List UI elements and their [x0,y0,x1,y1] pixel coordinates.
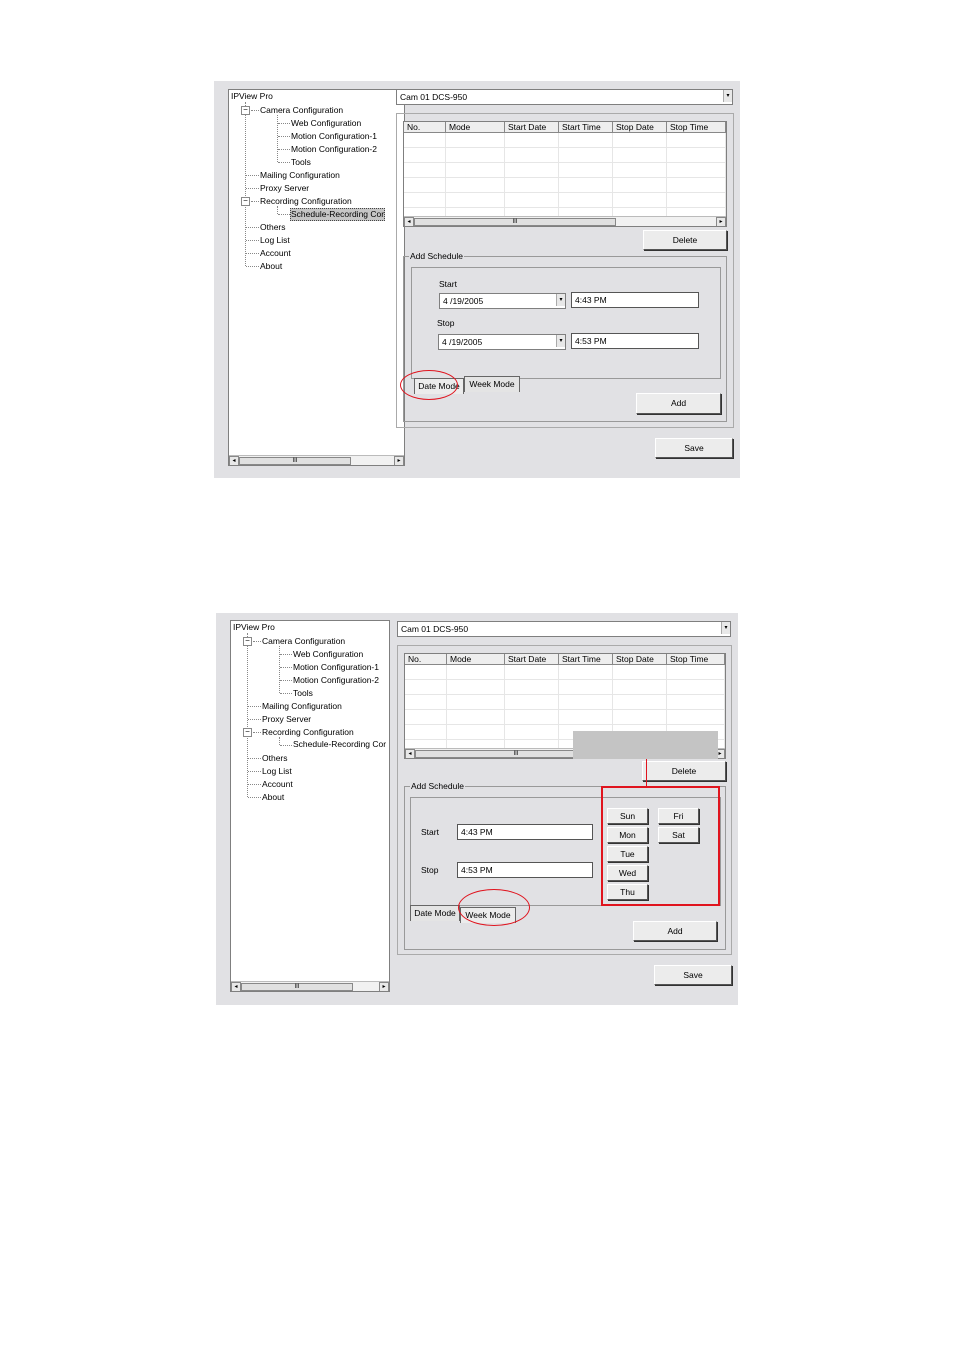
dropdown-arrow-icon[interactable]: ▾ [556,335,565,347]
table-row [404,193,726,208]
tree-connector [251,201,259,202]
tree-connector [246,188,259,189]
tree-connector [253,732,261,733]
day-button-mon[interactable]: Mon [607,827,648,843]
tree-connector [251,110,259,111]
schedule-table[interactable] [403,121,727,227]
tree-item-recording-configuration[interactable]: Recording Configuration [262,727,354,737]
column-header[interactable]: Stop Time [667,122,726,133]
tree-connector [246,266,259,267]
tree-connector [248,797,261,798]
tree-item-motion-configuration-2[interactable]: Motion Configuration-2 [291,144,377,154]
camera-select-value: Cam 01 DCS-950 [400,92,468,102]
table-row [405,680,725,695]
column-header[interactable]: Start Date [505,654,559,665]
scroll-thumb[interactable]: III [414,218,616,226]
scroll-right-icon[interactable]: ▸ [716,217,726,227]
table-row [404,133,726,148]
scroll-right-icon[interactable]: ▸ [394,456,404,466]
start-time-field[interactable] [457,824,593,840]
highlight-ellipse-date-mode [400,370,458,400]
tree-connector [277,206,278,214]
tree-connector [246,240,259,241]
tree-connector [248,771,261,772]
stop-time-value: 4:53 PM [575,336,607,346]
date-mode-page [411,267,721,379]
tree-connector [248,784,261,785]
tree-item-about[interactable]: About [260,261,283,271]
column-header[interactable]: Start Time [559,654,613,665]
day-button-thu[interactable]: Thu [607,884,648,900]
tree-item-web-configuration[interactable]: Web Configuration [293,649,364,659]
column-header[interactable]: Stop Time [667,654,725,665]
start-label: Start [439,279,457,289]
tree-item-motion-configuration-2[interactable]: Motion Configuration-2 [293,675,379,685]
tree-item-proxy-server[interactable]: Proxy Server [262,714,312,724]
scroll-left-icon[interactable]: ◂ [231,982,241,992]
tree-connector [278,149,290,150]
save-button[interactable]: Save [654,965,732,985]
scroll-thumb[interactable]: III [415,750,617,758]
camera-select-value: Cam 01 DCS-950 [401,624,469,634]
start-date-value: 4 /19/2005 [443,296,484,306]
screenshot-week-mode [216,613,738,1005]
delete-button[interactable]: Delete [642,761,726,781]
tree-connector [247,633,248,797]
start-time-value: 4:43 PM [461,827,493,837]
tree-connector [279,737,280,745]
column-header[interactable]: No. [404,122,446,133]
tree-connector [280,745,292,746]
table-row [405,695,725,710]
tree-item-log-list[interactable]: Log List [262,766,292,776]
tree-item-motion-configuration-1[interactable]: Motion Configuration-1 [293,662,379,672]
tab-date-mode[interactable]: Date Mode [414,378,464,394]
tree-item-others[interactable]: Others [260,222,286,232]
tree-item-mailing-configuration[interactable]: Mailing Configuration [260,170,340,180]
start-label: Start [421,827,439,837]
day-button-sun[interactable]: Sun [607,808,648,824]
tree-item-mailing-configuration[interactable]: Mailing Configuration [262,701,342,711]
table-header-row [404,122,726,133]
tree-item-motion-configuration-1[interactable]: Motion Configuration-1 [291,131,377,141]
scroll-thumb[interactable]: III [239,457,351,465]
day-button-tue[interactable]: Tue [607,846,648,862]
tree-connector [246,253,259,254]
scroll-right-icon[interactable]: ▸ [379,982,389,992]
dropdown-arrow-icon[interactable]: ▾ [556,294,565,306]
save-button[interactable]: Save [655,438,733,458]
dropdown-arrow-icon[interactable]: ▾ [723,90,732,102]
camera-select[interactable] [397,621,731,637]
config-tree [230,620,390,992]
tab-week-mode[interactable]: Week Mode [464,376,520,392]
tree-connector [280,654,292,655]
collapse-icon[interactable]: − [241,197,250,206]
tree-connector [248,719,261,720]
tree-item-schedule-recording[interactable]: Schedule-Recording Cor [291,209,385,219]
start-time-field[interactable] [571,292,699,308]
table-header-row [405,654,725,665]
config-tree [228,89,405,466]
column-header[interactable]: Mode [447,654,505,665]
table-row [405,665,725,680]
annotation-callout-box [573,731,718,759]
screenshot-date-mode [214,81,740,478]
add-button[interactable]: Add [633,921,717,941]
collapse-icon[interactable]: − [241,106,250,115]
tree-item-log-list[interactable]: Log List [260,235,290,245]
table-row [405,710,725,725]
scroll-left-icon[interactable]: ◂ [404,217,414,227]
stop-label: Stop [437,318,455,328]
dropdown-arrow-icon[interactable]: ▾ [721,622,730,634]
start-date-picker[interactable] [439,293,566,309]
tree-item-schedule-recording[interactable]: Schedule-Recording Cor [293,739,387,749]
table-row [404,163,726,178]
tree-root[interactable]: IPView Pro [231,91,273,101]
tree-item-tools[interactable]: Tools [293,688,313,698]
tab-date-mode[interactable]: Date Mode [410,905,460,921]
tree-item-others[interactable]: Others [262,753,288,763]
tree-connector [248,706,261,707]
table-scrollbar[interactable] [404,216,726,226]
column-header[interactable]: Mode [446,122,505,133]
annotation-leader-line [646,759,647,786]
delete-button[interactable]: Delete [643,230,727,250]
day-button-fri[interactable]: Fri [658,808,699,824]
day-button-wed[interactable]: Wed [607,865,648,881]
start-time-value: 4:43 PM [575,295,607,305]
add-schedule-legend: Add Schedule [411,781,464,791]
add-schedule-legend: Add Schedule [410,251,463,261]
tree-connector [246,175,259,176]
tree-item-web-configuration[interactable]: Web Configuration [291,118,362,128]
tree-connector [278,162,290,163]
tree-scrollbar[interactable] [229,455,404,465]
scroll-thumb[interactable]: III [241,983,353,991]
tree-item-tools[interactable]: Tools [291,157,311,167]
tree-item-proxy-server[interactable]: Proxy Server [260,183,310,193]
tab-week-mode[interactable]: Week Mode [460,907,516,923]
tree-root[interactable]: IPView Pro [233,622,275,632]
scroll-left-icon[interactable]: ◂ [405,749,415,759]
tree-connector [280,693,292,694]
highlight-box-day-buttons [601,786,720,906]
stop-time-field[interactable] [571,333,699,349]
tree-connector [280,667,292,668]
stop-date-value: 4 /19/2005 [442,337,483,347]
tree-connector [278,123,290,124]
tree-item-camera-configuration[interactable]: Camera Configuration [262,636,346,646]
scroll-right-icon[interactable]: ▸ [715,749,725,759]
table-row [404,148,726,163]
add-button[interactable]: Add [636,393,721,414]
column-header[interactable]: Stop Date [613,122,667,133]
tree-item-account[interactable]: Account [262,779,293,789]
table-row [404,178,726,193]
collapse-icon[interactable]: − [243,728,252,737]
day-button-sat[interactable]: Sat [658,827,699,843]
tree-item-camera-configuration[interactable]: Camera Configuration [260,105,344,115]
column-header[interactable]: Stop Date [613,654,667,665]
tree-connector [280,680,292,681]
add-schedule-group [403,251,727,422]
stop-label: Stop [421,865,439,875]
tree-item-recording-configuration[interactable]: Recording Configuration [260,196,352,206]
tree-connector [248,758,261,759]
tree-item-about[interactable]: About [262,792,285,802]
collapse-icon[interactable]: − [243,637,252,646]
tree-connector [246,227,259,228]
stop-time-value: 4:53 PM [461,865,493,875]
column-header[interactable]: Start Time [559,122,613,133]
tree-connector [278,214,290,215]
tree-item-account[interactable]: Account [260,248,291,258]
camera-select[interactable] [396,89,733,105]
tree-scrollbar[interactable] [231,981,389,991]
stop-date-picker[interactable] [438,334,566,350]
scroll-left-icon[interactable]: ◂ [229,456,239,466]
tree-connector [278,136,290,137]
tree-connector [253,641,261,642]
stop-time-field[interactable] [457,862,593,878]
tree-connector [245,102,246,266]
column-header[interactable]: No. [405,654,447,665]
highlight-ellipse-week-mode [458,889,530,926]
column-header[interactable]: Start Date [505,122,559,133]
